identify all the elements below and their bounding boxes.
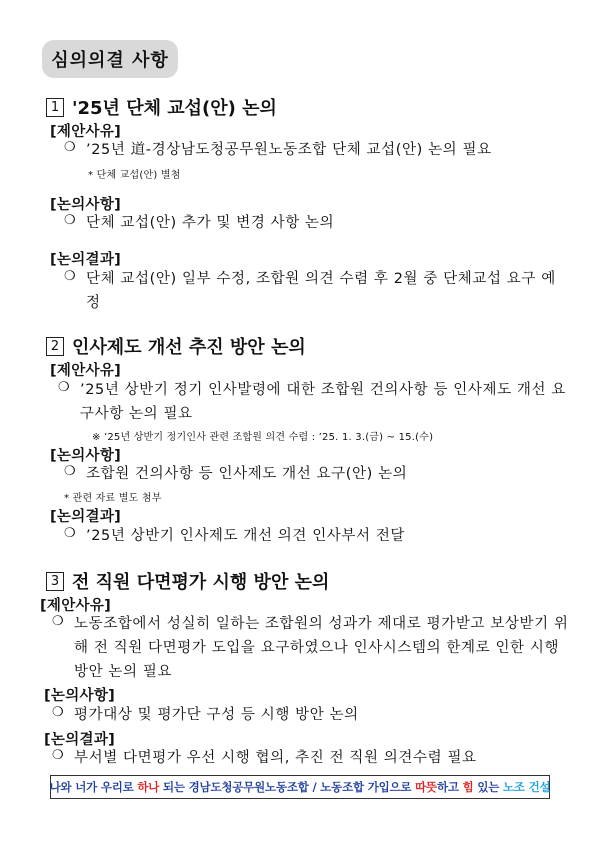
section-3-proposal-item	[52, 612, 572, 684]
section-2-matter-item	[64, 462, 574, 486]
page-title: 심의의결 사항	[42, 40, 178, 78]
bullet-icon: ❍	[64, 213, 77, 228]
section-3-number: 3	[46, 572, 64, 591]
section-1-result-label: [논의결과]	[50, 252, 122, 268]
section-2-title: 인사제도 개선 추진 방안 논의	[72, 337, 306, 358]
section-3-result-label: [논의결과]	[44, 732, 116, 748]
section-3-matter-label: [논의사항]	[44, 688, 116, 704]
section-1-number: 1	[46, 98, 64, 117]
section-1-matter-item	[64, 211, 574, 235]
section-3-title: 전 직원 다면평가 시행 방안 논의	[72, 572, 330, 593]
footer-slogan	[50, 775, 550, 799]
bullet-icon: ❍	[52, 705, 65, 720]
section-1-title: '25년 단체 교섭(안) 논의	[72, 98, 277, 119]
bullet-icon: ❍	[64, 464, 77, 479]
section-1-result-item	[64, 267, 564, 315]
bullet-icon: ❍	[64, 526, 77, 541]
section-2-proposal-text: ’25년 상반기 정기 인사발령에 대한 조합원 건의사항 등 인사제도 개선 요구사항 논의 필요	[80, 382, 566, 422]
section-1-result-text: 단체 교섭(안) 일부 수정, 조합원 의견 수렴 후 2월 중 단체교섭 요구 예정	[86, 271, 556, 311]
bullet-icon: ❍	[52, 614, 65, 629]
section-3-proposal-label: [제안사유]	[40, 598, 112, 614]
section-2-matter-label: [논의사항]	[50, 448, 122, 464]
section-3-matter-text: 평가대상 및 평가단 구성 등 시행 방안 논의	[74, 707, 359, 723]
section-2-proposal-item	[58, 378, 568, 426]
section-2-number: 2	[46, 337, 64, 356]
slogan-part: 하나	[137, 780, 160, 794]
bullet-icon: ❍	[58, 380, 71, 395]
section-2-matter-text: 조합원 건의사항 등 인사제도 개선 요구(안) 논의	[86, 466, 408, 482]
section-2-result-text: ’25년 상반기 인사제도 개선 의견 인사부서 전달	[86, 528, 406, 544]
section-2-proposal-note: ※ ’25년 상반기 정기인사 관련 조합원 의견 수렴 : ’25. 1. 3.(금) ~ 15.(수)	[92, 432, 434, 443]
slogan-part: 하고	[436, 780, 463, 794]
section-1-proposal-note: * 단체 교섭(안) 별첨	[88, 170, 181, 181]
section-1-heading	[46, 94, 277, 120]
section-3-matter-item	[52, 703, 562, 727]
section-2-matter-note: * 관련 자료 별도 첨부	[64, 493, 162, 504]
slogan-part: 나와 너가 우리로	[49, 780, 138, 794]
section-1-matter-text: 단체 교섭(안) 추가 및 변경 사항 논의	[86, 215, 335, 231]
bullet-icon: ❍	[64, 140, 77, 155]
section-1-proposal-item	[64, 138, 574, 162]
section-1-matter-label: [논의사항]	[50, 197, 122, 213]
slogan-part: 있는	[473, 780, 503, 794]
slogan-part: 힘	[462, 780, 474, 794]
section-2-result-label: [논의결과]	[50, 509, 122, 525]
bullet-icon: ❍	[64, 269, 77, 284]
section-2-result-item	[64, 524, 574, 548]
slogan-part: 노조 건설	[502, 780, 551, 794]
slogan-part: 되는 경남도청공무원노동조합 / 노동조합 가입으로	[159, 780, 416, 794]
section-2-heading	[46, 333, 306, 359]
section-1-proposal-text: ’25년 道-경상남도청공무원노동조합 단체 교섭(안) 논의 필요	[86, 142, 492, 158]
section-3-heading	[46, 568, 329, 594]
slogan-part: 따뜻	[415, 780, 437, 794]
section-3-result-text: 부서별 다면평가 우선 시행 협의, 추진 전 직원 의견수렴 필요	[74, 750, 477, 766]
bullet-icon: ❍	[52, 748, 65, 763]
section-2-proposal-label: [제안사유]	[50, 363, 122, 379]
section-1-proposal-label: [제안사유]	[50, 124, 122, 140]
section-3-proposal-text: 노동조합에서 성실히 일하는 조합원의 성과가 제대로 평가받고 보상받기 위해 전 직원 다면평가 도입을 요구하였으나 인사시스템의 한계로 인한 시행 방안 논의 필요	[74, 616, 569, 680]
section-3-result-item	[52, 746, 572, 770]
